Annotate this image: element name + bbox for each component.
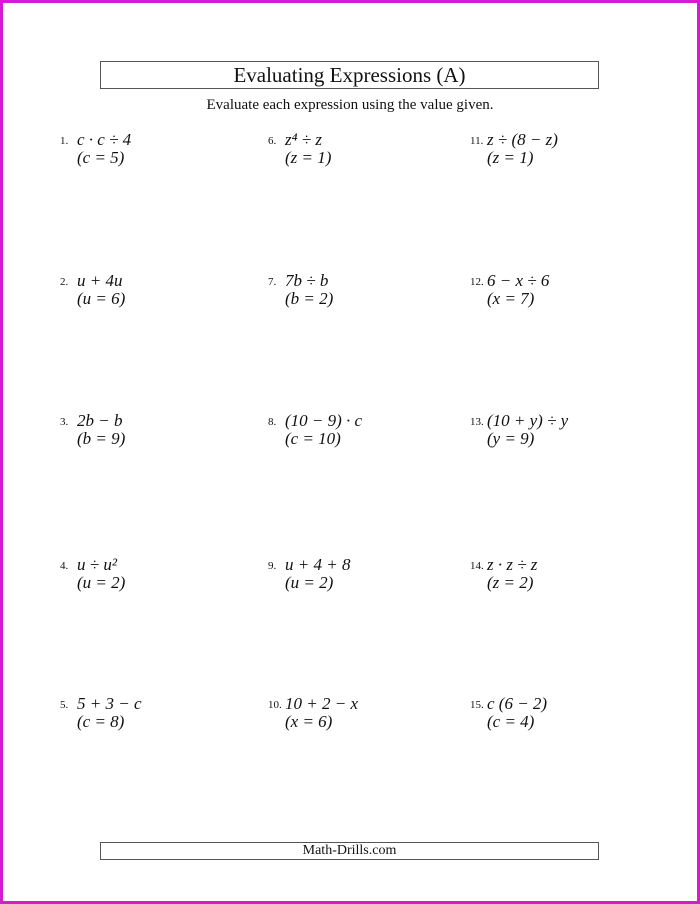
- problem-number: 10.: [268, 699, 282, 711]
- problem-number: 3.: [60, 416, 69, 428]
- problem: [470, 695, 640, 739]
- problem: [60, 695, 230, 739]
- problem-given-value: (u = 2): [285, 573, 334, 592]
- problem-given-value: (c = 8): [77, 712, 125, 731]
- problem: [470, 272, 640, 316]
- problem-expression: (10 − 9) · c: [285, 411, 363, 430]
- problem: [268, 556, 438, 600]
- problem-expression: u ÷ u²: [77, 555, 117, 574]
- problem-expression: c · c ÷ 4: [77, 130, 132, 149]
- problem-given-value: (c = 5): [77, 148, 125, 167]
- problem-expression: z⁴ ÷ z: [285, 130, 322, 149]
- problem-number: 8.: [268, 416, 277, 428]
- footer: [100, 842, 599, 860]
- problem: [60, 272, 230, 316]
- problem-number: 14.: [470, 560, 484, 572]
- problem-number: 4.: [60, 560, 69, 572]
- problem-given-value: (x = 7): [487, 289, 535, 308]
- problem-number: 1.: [60, 135, 69, 147]
- problem-given-value: (b = 9): [77, 429, 126, 448]
- problem-number: 5.: [60, 699, 69, 711]
- problem-given-value: (c = 10): [285, 429, 341, 448]
- problem: [268, 412, 438, 456]
- problem-expression: z ÷ (8 − z): [487, 130, 558, 149]
- problem-number: 11.: [470, 135, 484, 147]
- problem-given-value: (y = 9): [487, 429, 535, 448]
- problem-number: 7.: [268, 276, 277, 288]
- problem-expression: 2b − b: [77, 411, 123, 430]
- problem-given-value: (z = 1): [285, 148, 332, 167]
- problem-given-value: (u = 2): [77, 573, 126, 592]
- problem-expression: 5 + 3 − c: [77, 694, 142, 713]
- problem: [60, 556, 230, 600]
- problem-expression: u + 4u: [77, 271, 123, 290]
- problem-given-value: (b = 2): [285, 289, 334, 308]
- problem-expression: (10 + y) ÷ y: [487, 411, 569, 430]
- instructions: Evaluate each expression using the value given.: [206, 97, 494, 113]
- problem-number: 2.: [60, 276, 69, 288]
- problem-number: 13.: [470, 416, 484, 428]
- problem: [470, 412, 640, 456]
- problem-number: 6.: [268, 135, 277, 147]
- problem-given-value: (z = 2): [487, 573, 534, 592]
- worksheet-title-text: Evaluating Expressions (A): [233, 62, 466, 87]
- problem: [470, 131, 640, 175]
- problem-given-value: (z = 1): [487, 148, 534, 167]
- problem-number: 15.: [470, 699, 484, 711]
- footer-text: Math-Drills.com: [302, 843, 397, 858]
- problem-expression: c (6 − 2): [487, 694, 548, 713]
- problem: [60, 412, 230, 456]
- problem: [268, 695, 438, 739]
- problem-number: 12.: [470, 276, 484, 288]
- problem-given-value: (c = 4): [487, 712, 535, 731]
- worksheet-title: [100, 61, 599, 89]
- problem-expression: 7b ÷ b: [285, 271, 329, 290]
- problem-expression: z · z ÷ z: [487, 555, 538, 574]
- problem: [268, 131, 438, 175]
- problem-given-value: (u = 6): [77, 289, 126, 308]
- problem-expression: u + 4 + 8: [285, 555, 351, 574]
- problem-expression: 6 − x ÷ 6: [487, 271, 550, 290]
- problem: [470, 556, 640, 600]
- problem-number: 9.: [268, 560, 277, 572]
- problem-expression: 10 + 2 − x: [285, 694, 358, 713]
- problem: [60, 131, 230, 175]
- problem: [268, 272, 438, 316]
- problem-given-value: (x = 6): [285, 712, 333, 731]
